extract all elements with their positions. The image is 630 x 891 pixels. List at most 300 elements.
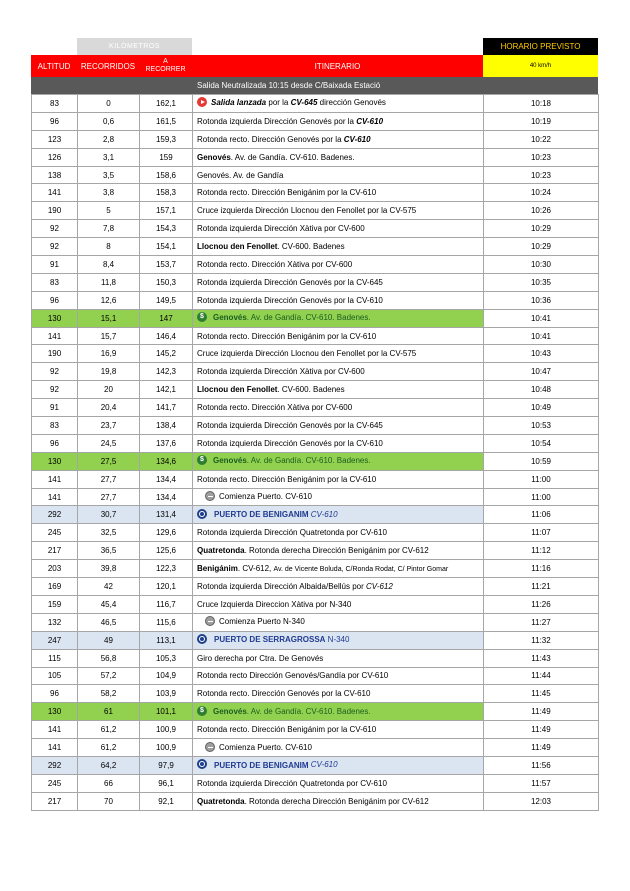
table-row (32, 649, 599, 667)
scheduled-time-cell: 11:06 (484, 506, 599, 524)
route-text: dirección Genovés (317, 98, 386, 108)
scheduled-time-cell: 11:49 (484, 721, 599, 739)
schedule-header: HORARIO PREVISTO (483, 38, 598, 55)
scheduled-time-cell: 10:29 (484, 238, 599, 256)
scheduled-time-cell: 10:36 (484, 291, 599, 309)
km-remaining-cell: 159 (140, 148, 193, 166)
route-text: . Rotonda derecha Dirección Benigánim por CV-612 (244, 796, 429, 806)
route-cell (193, 363, 484, 381)
route-text: Genovés (213, 313, 247, 323)
scheduled-time-cell: 10:18 (484, 95, 599, 113)
sprint-icon: $ (197, 312, 207, 322)
table-row (32, 95, 599, 113)
table-row (32, 184, 599, 202)
scheduled-time-cell: 11:21 (484, 578, 599, 596)
route-text: PUERTO DE BENIGANIM (214, 510, 309, 520)
start-icon (197, 97, 207, 107)
altitude-cell: 141 (32, 739, 78, 757)
table-row (32, 792, 599, 810)
route-cell (193, 184, 484, 202)
km-done-cell: 58,2 (78, 685, 140, 703)
route-text: Rotonda izquierda Dirección Albaida/Bellús por (197, 581, 366, 591)
route-text: Rotonda izquierda Dirección Genovés por la CV-645 (197, 420, 383, 430)
km-done-cell: 8,4 (78, 256, 140, 274)
km-remaining-cell: 137,6 (140, 434, 193, 452)
km-done-cell: 57,2 (78, 667, 140, 685)
km-remaining-cell: 104,9 (140, 667, 193, 685)
km-remaining-cell: 159,3 (140, 130, 193, 148)
km-done-cell: 7,8 (78, 220, 140, 238)
table-row (32, 256, 599, 274)
table-row (32, 309, 599, 327)
scheduled-time-cell: 11:16 (484, 560, 599, 578)
route-table (31, 94, 599, 811)
altitude-cell: 247 (32, 631, 78, 649)
route-text: Comienza Puerto N-340 (219, 617, 305, 627)
table-row (32, 112, 599, 130)
km-done-cell: 64,2 (78, 756, 140, 774)
scheduled-time-cell: 12:03 (484, 792, 599, 810)
route-cell (193, 649, 484, 667)
neutral-start-text: Salida Neutralizada 10:15 desde C/Baixada Estació (197, 81, 381, 90)
altitude-cell: 141 (32, 488, 78, 506)
km-remaining-cell: 101,1 (140, 703, 193, 721)
km-done-cell: 27,5 (78, 452, 140, 470)
route-text: Salida lanzada (211, 98, 267, 108)
remaining-header (139, 55, 192, 77)
altitude-cell: 245 (32, 774, 78, 792)
sprint-icon: $ (197, 706, 207, 716)
scheduled-time-cell: 11:00 (484, 488, 599, 506)
route-text: Rotonda izquierda Dirección Genovés por la CV-610 (197, 438, 383, 448)
altitude-cell: 141 (32, 721, 78, 739)
km-remaining-cell: 142,3 (140, 363, 193, 381)
sprint-icon: $ (197, 455, 207, 465)
table-row (32, 506, 599, 524)
km-remaining-cell: 105,3 (140, 649, 193, 667)
route-text: . Av. de Gandía. CV-610. Badenes. (230, 152, 355, 162)
km-remaining-cell: 145,2 (140, 345, 193, 363)
route-text: Llocnou den Fenollet (197, 242, 278, 252)
km-done-cell: 20 (78, 381, 140, 399)
km-done-cell: 70 (78, 792, 140, 810)
km-remaining-cell: 125,6 (140, 542, 193, 560)
route-text: . CV-600. Badenes (277, 242, 345, 252)
table-row (32, 130, 599, 148)
km-remaining-cell: 150,3 (140, 273, 193, 291)
route-sheet (31, 38, 598, 811)
km-done-cell: 32,5 (78, 524, 140, 542)
route-cell (193, 238, 484, 256)
km-done-cell: 0,6 (78, 112, 140, 130)
km-done-cell: 27,7 (78, 488, 140, 506)
altitude-cell: 96 (32, 291, 78, 309)
altitude-cell: 92 (32, 238, 78, 256)
altitude-cell: 105 (32, 667, 78, 685)
route-cell (193, 756, 484, 774)
km-remaining-cell: 154,1 (140, 238, 193, 256)
scheduled-time-cell: 10:22 (484, 130, 599, 148)
table-row (32, 434, 599, 452)
altitude-cell: 96 (32, 112, 78, 130)
climb-start-icon (205, 491, 215, 501)
route-cell (193, 399, 484, 417)
km-done-cell: 3,5 (78, 166, 140, 184)
altitude-cell: 245 (32, 524, 78, 542)
route-cell (193, 166, 484, 184)
table-row (32, 327, 599, 345)
route-text: . CV-600. Badenes (277, 385, 345, 395)
route-text: N-340 (325, 635, 350, 645)
scheduled-time-cell: 11:49 (484, 739, 599, 757)
table-row (32, 631, 599, 649)
route-text: Genovés. Av. de Gandía (197, 170, 284, 180)
scheduled-time-cell: 10:41 (484, 327, 599, 345)
route-cell (193, 703, 484, 721)
km-done-cell: 19,8 (78, 363, 140, 381)
altitude-cell: 217 (32, 542, 78, 560)
route-text: Quatretonda (197, 546, 245, 556)
route-text: PUERTO DE BENIGANIM (214, 760, 309, 770)
table-row (32, 220, 599, 238)
route-text: Cruce Izquierda Direccion Xàtiva por N-340 (197, 599, 352, 609)
route-text: PUERTO DE SERRAGROSSA (214, 635, 326, 645)
km-remaining-cell: 113,1 (140, 631, 193, 649)
scheduled-time-cell: 11:44 (484, 667, 599, 685)
route-cell (193, 488, 484, 506)
scheduled-time-cell: 10:30 (484, 256, 599, 274)
route-cell (193, 506, 484, 524)
altitude-header: ALTITUD (37, 61, 71, 71)
route-cell (193, 685, 484, 703)
km-remaining-cell: 162,1 (140, 95, 193, 113)
route-text: Rotonda recto. Dirección Xàtiva por CV-600 (197, 403, 353, 413)
altitude-cell: 141 (32, 327, 78, 345)
altitude-cell: 190 (32, 345, 78, 363)
route-cell (193, 470, 484, 488)
km-done-cell: 23,7 (78, 417, 140, 435)
route-text: Rotonda recto. Dirección Benigánim por la CV-610 (197, 188, 377, 198)
km-done-cell: 8 (78, 238, 140, 256)
route-cell (193, 774, 484, 792)
km-remaining-cell: 103,9 (140, 685, 193, 703)
route-cell (193, 542, 484, 560)
km-remaining-cell: 122,3 (140, 560, 193, 578)
route-text: Cruce izquierda Dirección Llocnou den Fenollet por la CV-575 (197, 206, 417, 216)
altitude-cell: 132 (32, 613, 78, 631)
table-row (32, 542, 599, 560)
route-text: Rotonda izquierda Dirección Genovés por la CV-610 (197, 295, 383, 305)
altitude-cell: 83 (32, 95, 78, 113)
km-done-cell: 3,1 (78, 148, 140, 166)
table-row (32, 291, 599, 309)
route-text: Giro derecha por Ctra. De Genovés (197, 653, 324, 663)
km-done-cell: 0 (78, 95, 140, 113)
km-done-cell: 5 (78, 202, 140, 220)
route-text: Rotonda recto. Dirección Genovés por la CV-610 (197, 689, 371, 699)
km-done-cell: 66 (78, 774, 140, 792)
route-text: Rotonda recto. Dirección Xàtiva por CV-600 (197, 259, 353, 269)
scheduled-time-cell: 11:49 (484, 703, 599, 721)
altitude-cell: 141 (32, 470, 78, 488)
scheduled-time-cell: 11:00 (484, 470, 599, 488)
km-remaining-cell: 134,4 (140, 470, 193, 488)
scheduled-time-cell: 11:26 (484, 595, 599, 613)
km-done-cell: 61,2 (78, 739, 140, 757)
table-row (32, 399, 599, 417)
km-done-cell: 27,7 (78, 470, 140, 488)
route-text: Rotonda recto. Dirección Benigánim por la CV-610 (197, 331, 377, 341)
route-text: Rotonda izquierda Dirección Genovés por la (197, 116, 357, 126)
km-remaining-cell: 146,4 (140, 327, 193, 345)
km-remaining-cell: 157,1 (140, 202, 193, 220)
route-text: CV-610 (343, 134, 371, 144)
table-row (32, 595, 599, 613)
scheduled-time-cell: 11:32 (484, 631, 599, 649)
scheduled-time-cell: 11:57 (484, 774, 599, 792)
table-row (32, 774, 599, 792)
scheduled-time-cell: 10:26 (484, 202, 599, 220)
scheduled-time-cell: 10:23 (484, 148, 599, 166)
table-row (32, 417, 599, 435)
km-remaining-cell: 116,7 (140, 595, 193, 613)
route-cell (193, 578, 484, 596)
table-row (32, 613, 599, 631)
route-text: Quatretonda (197, 796, 245, 806)
route-cell (193, 309, 484, 327)
altitude-cell: 130 (32, 452, 78, 470)
km-done-cell: 45,4 (78, 595, 140, 613)
table-row (32, 685, 599, 703)
climb-start-icon (205, 742, 215, 752)
scheduled-time-cell: 11:45 (484, 685, 599, 703)
route-cell (193, 417, 484, 435)
scheduled-time-cell: 10:41 (484, 309, 599, 327)
route-cell (193, 327, 484, 345)
route-text: Rotonda izquierda Dirección Xàtiva por CV-600 (197, 367, 365, 377)
km-done-cell: 39,8 (78, 560, 140, 578)
km-remaining-cell: 147 (140, 309, 193, 327)
km-done-cell: 24,5 (78, 434, 140, 452)
table-header (31, 38, 598, 94)
altitude-cell: 91 (32, 399, 78, 417)
route-text: Genovés (213, 706, 247, 716)
altitude-cell: 169 (32, 578, 78, 596)
route-text: Comienza Puerto. CV-610 (219, 742, 312, 752)
scheduled-time-cell: 10:53 (484, 417, 599, 435)
altitude-cell: 159 (32, 595, 78, 613)
table-row (32, 470, 599, 488)
altitude-cell: 130 (32, 703, 78, 721)
table-row (32, 560, 599, 578)
altitude-cell: 130 (32, 309, 78, 327)
route-cell (193, 613, 484, 631)
route-text: CV-610 (308, 760, 338, 770)
route-text: CV-610 (308, 510, 338, 520)
km-remaining-cell: 129,6 (140, 524, 193, 542)
altitude-cell: 292 (32, 756, 78, 774)
route-text: Rotonda recto. Dirección Benigánim por la CV-610 (197, 725, 377, 735)
km-remaining-cell: 100,9 (140, 739, 193, 757)
altitude-cell: 83 (32, 273, 78, 291)
route-text: . CV-612, (237, 564, 274, 574)
km-remaining-cell: 115,6 (140, 613, 193, 631)
route-cell (193, 792, 484, 810)
scheduled-time-cell: 10:47 (484, 363, 599, 381)
route-cell (193, 452, 484, 470)
km-remaining-cell: 158,3 (140, 184, 193, 202)
altitude-cell: 92 (32, 220, 78, 238)
route-text: . Av. de Gandía. CV-610. Badenes. (246, 313, 371, 323)
km-remaining-cell: 100,9 (140, 721, 193, 739)
scheduled-time-cell: 10:49 (484, 399, 599, 417)
route-cell (193, 273, 484, 291)
speed-header: 40 km/h (483, 55, 598, 77)
remaining-header-a: A (163, 58, 168, 65)
route-cell (193, 256, 484, 274)
altitude-cell: 96 (32, 685, 78, 703)
route-cell (193, 595, 484, 613)
km-done-cell: 20,4 (78, 399, 140, 417)
route-cell (193, 345, 484, 363)
table-row (32, 578, 599, 596)
table-row (32, 148, 599, 166)
table-row (32, 166, 599, 184)
table-row (32, 703, 599, 721)
scheduled-time-cell: 11:12 (484, 542, 599, 560)
km-done-cell: 61,2 (78, 721, 140, 739)
km-remaining-cell: 96,1 (140, 774, 193, 792)
scheduled-time-cell: 11:07 (484, 524, 599, 542)
altitude-cell: 138 (32, 166, 78, 184)
scheduled-time-cell: 11:27 (484, 613, 599, 631)
route-text: . Av. de Gandía. CV-610. Badenes. (246, 706, 371, 716)
scheduled-time-cell: 10:59 (484, 452, 599, 470)
route-cell (193, 148, 484, 166)
km-remaining-cell: 154,3 (140, 220, 193, 238)
route-text: Rotonda recto Dirección Genovés/Gandía por CV-610 (197, 671, 389, 681)
route-text: Rotonda izquierda Dirección Quatretonda por CV-610 (197, 778, 387, 788)
km-group-header: KILÓMETROS (77, 38, 192, 55)
altitude-cell: 92 (32, 363, 78, 381)
km-done-cell: 3,8 (78, 184, 140, 202)
route-text: Genovés (197, 152, 231, 162)
altitude-cell: 123 (32, 130, 78, 148)
table-row (32, 238, 599, 256)
route-cell (193, 112, 484, 130)
altitude-cell: 217 (32, 792, 78, 810)
km-remaining-cell: 134,4 (140, 488, 193, 506)
altitude-cell: 141 (32, 184, 78, 202)
table-row (32, 667, 599, 685)
km-done-cell: 15,1 (78, 309, 140, 327)
route-cell (193, 560, 484, 578)
km-remaining-cell: 131,4 (140, 506, 193, 524)
route-text: Benigánim (197, 564, 238, 574)
km-remaining-cell: 141,7 (140, 399, 193, 417)
km-remaining-cell: 138,4 (140, 417, 193, 435)
km-done-cell: 42 (78, 578, 140, 596)
route-text: CV-612 (366, 581, 393, 591)
route-header: ITINERARIO (314, 61, 361, 71)
route-cell (193, 202, 484, 220)
altitude-cell: 96 (32, 434, 78, 452)
route-text: Rotonda recto. Dirección Genovés por la (197, 134, 344, 144)
table-row (32, 488, 599, 506)
route-text: Genovés (213, 456, 247, 466)
scheduled-time-cell: 11:56 (484, 756, 599, 774)
km-done-cell: 49 (78, 631, 140, 649)
mountain-climb-icon (197, 509, 207, 519)
scheduled-time-cell: 10:29 (484, 220, 599, 238)
route-cell (193, 667, 484, 685)
km-done-cell: 30,7 (78, 506, 140, 524)
scheduled-time-cell: 10:54 (484, 434, 599, 452)
done-header: RECORRIDOS (80, 61, 136, 71)
route-cell (193, 130, 484, 148)
climb-start-icon (205, 616, 215, 626)
route-text: Llocnou den Fenollet (197, 385, 278, 395)
altitude-cell: 92 (32, 381, 78, 399)
scheduled-time-cell: 10:35 (484, 273, 599, 291)
scheduled-time-cell: 10:48 (484, 381, 599, 399)
route-cell (193, 95, 484, 113)
route-text: Av. de Vicente Boluda, C/Ronda Rodat, C/ Pintor Gomar (273, 566, 449, 574)
altitude-cell: 115 (32, 649, 78, 667)
scheduled-time-cell: 10:23 (484, 166, 599, 184)
altitude-cell: 91 (32, 256, 78, 274)
km-remaining-cell: 92,1 (140, 792, 193, 810)
km-remaining-cell: 161,5 (140, 112, 193, 130)
table-row (32, 739, 599, 757)
table-row (32, 363, 599, 381)
km-remaining-cell: 142,1 (140, 381, 193, 399)
altitude-cell: 190 (32, 202, 78, 220)
km-done-cell: 2,8 (78, 130, 140, 148)
scheduled-time-cell: 11:43 (484, 649, 599, 667)
route-text: . Av. de Gandía. CV-610. Badenes. (246, 456, 371, 466)
route-text: por la (266, 98, 291, 108)
route-text: Comienza Puerto. CV-610 (219, 492, 312, 502)
route-text: CV-610 (356, 116, 384, 126)
km-done-cell: 46,5 (78, 613, 140, 631)
altitude-cell: 203 (32, 560, 78, 578)
km-done-cell: 16,9 (78, 345, 140, 363)
km-done-cell: 56,8 (78, 649, 140, 667)
route-text: Rotonda izquierda Dirección Genovés por la CV-645 (197, 277, 383, 287)
km-remaining-cell: 97,9 (140, 756, 193, 774)
route-text: Rotonda recto. Dirección Benigánim por la CV-610 (197, 474, 377, 484)
route-cell (193, 739, 484, 757)
route-text: Cruce izquierda Dirección Llocnou den Fenollet por la CV-575 (197, 349, 417, 359)
route-text: CV-645 (290, 98, 318, 108)
km-done-cell: 11,8 (78, 273, 140, 291)
km-remaining-cell: 149,5 (140, 291, 193, 309)
table-row (32, 756, 599, 774)
mountain-climb-icon (197, 634, 207, 644)
km-remaining-cell: 120,1 (140, 578, 193, 596)
route-text: . Rotonda derecha Dirección Benigánim por CV-612 (244, 546, 429, 556)
table-row (32, 345, 599, 363)
table-row (32, 452, 599, 470)
table-row (32, 202, 599, 220)
km-done-cell: 12,6 (78, 291, 140, 309)
table-row (32, 381, 599, 399)
route-cell (193, 524, 484, 542)
route-cell (193, 291, 484, 309)
route-text: Rotonda izquierda Dirección Quatretonda por CV-610 (197, 528, 387, 538)
route-cell (193, 220, 484, 238)
